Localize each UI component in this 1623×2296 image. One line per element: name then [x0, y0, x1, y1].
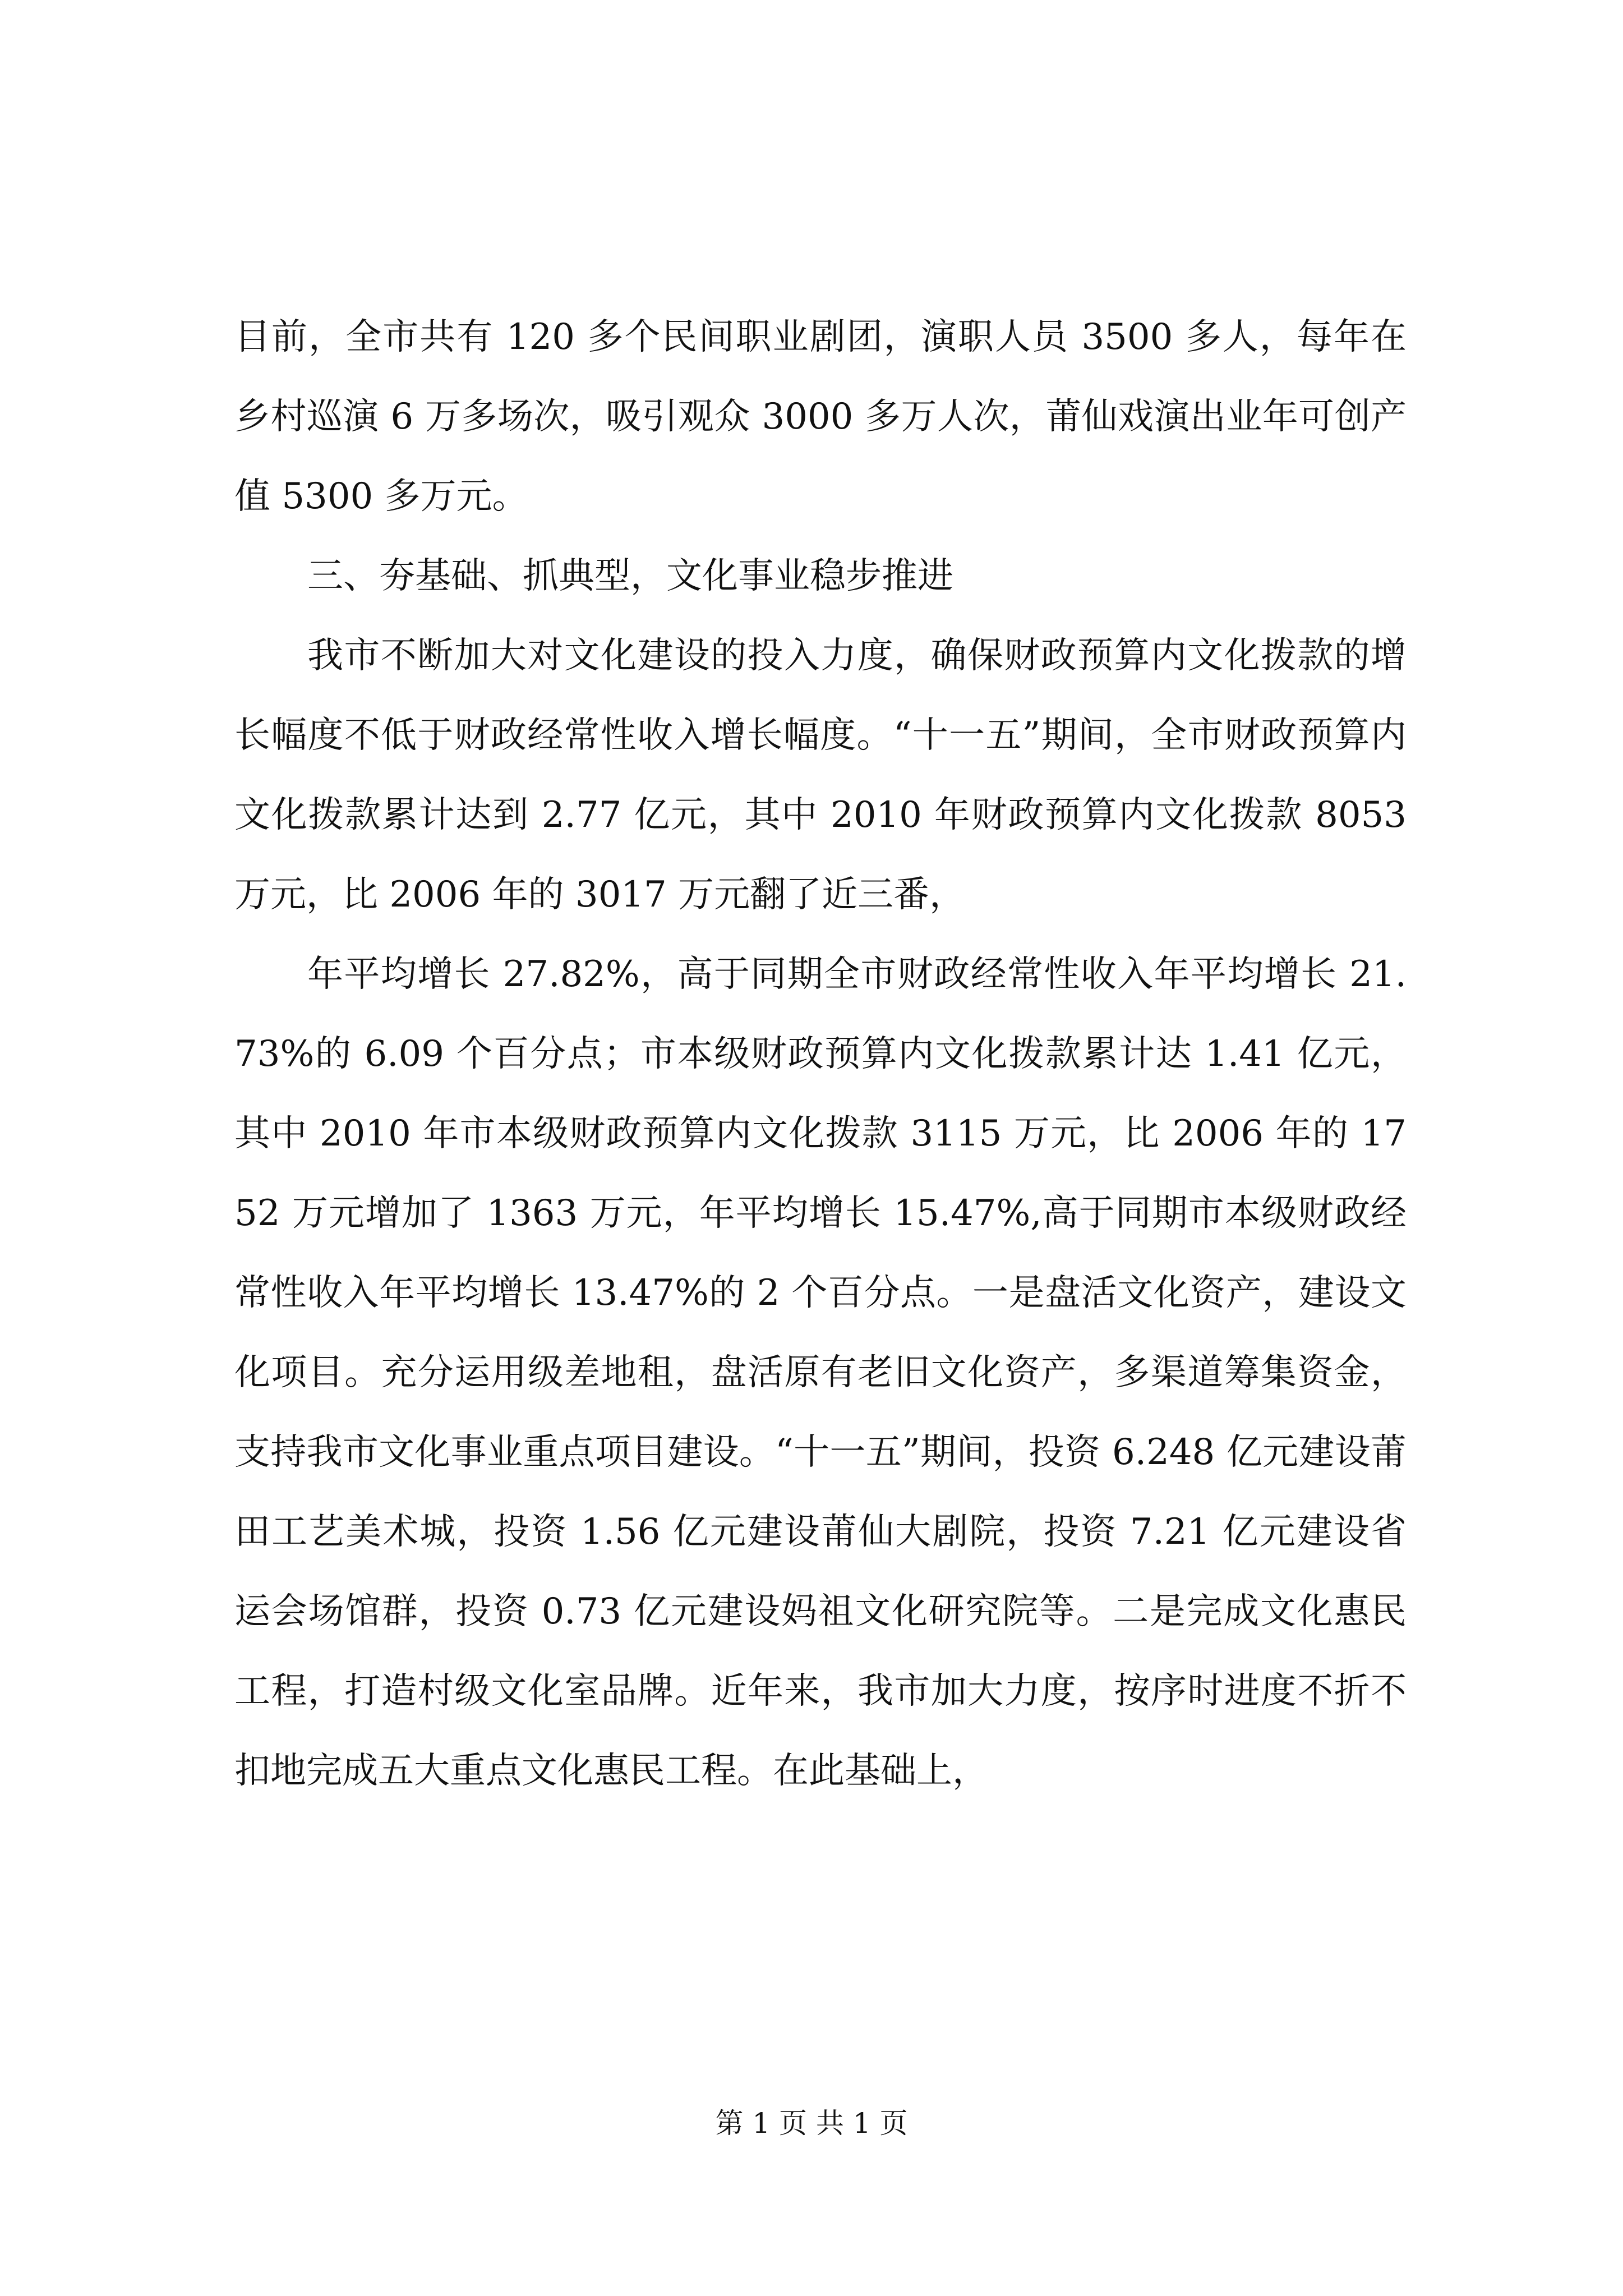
paragraph-3: 我市不断加大对文化建设的投入力度，确保财政预算内文化拨款的增长幅度不低于财政经常性收入增长幅度。“十一五”期间，全市财政预算内文化拨款累计达到 2.77 亿元，其中 2010 年财政预算内文化拨款 8053 万元，比 2006 年的 3017 万元翻了近三番， [234, 635, 1407, 915]
paragraph-4: 年平均增长 27.82%，高于同期全市财政经常性收入年平均增长 21.73%的 6.09 个百分点；市本级财政预算内文化拨款累计达 1.41 亿元，其中 2010 年市本级财政预算内文化拨款 3115 万元，比 2006 年的 1752 万元增加了 1363 万元，年平均增长 15.47%,高于同期市本级财政经常性收入年平均增长 13.47%的 2 个百分点。一是盘活文化资产，建设文化项目。充分运用级差地租，盘活原有老旧文化资产，多渠道筹集资金，支持我市文化事业重点项目建设。“十一五”期间，投资 6.248 亿元建设莆田工艺美术城，投资 1.56 亿元建设莆仙大剧院，投资 7.21 亿元建设省运会场馆群，投资 0.73 亿元建设妈祖文化研究院等。二是完成文化惠民工程，打造村级文化室品牌。近年来，我市加大力度，按序时进度不折不扣地完成五大重点文化惠民工程。在此基础上， [234, 954, 1407, 1792]
paragraph-1: 目前，全市共有 120 多个民间职业剧团，演职人员 3500 多人，每年在乡村巡演 6 万多场次，吸引观众 3000 多万人次，莆仙戏演出业年可创产值 5300 多万元。 [234, 316, 1407, 517]
document-body [234, 297, 1407, 1811]
section-heading: 三、夯基础、抓典型，文化事业稳步推进 [307, 555, 953, 597]
page-footer: 第 1 页 共 1 页 [715, 2107, 908, 2139]
